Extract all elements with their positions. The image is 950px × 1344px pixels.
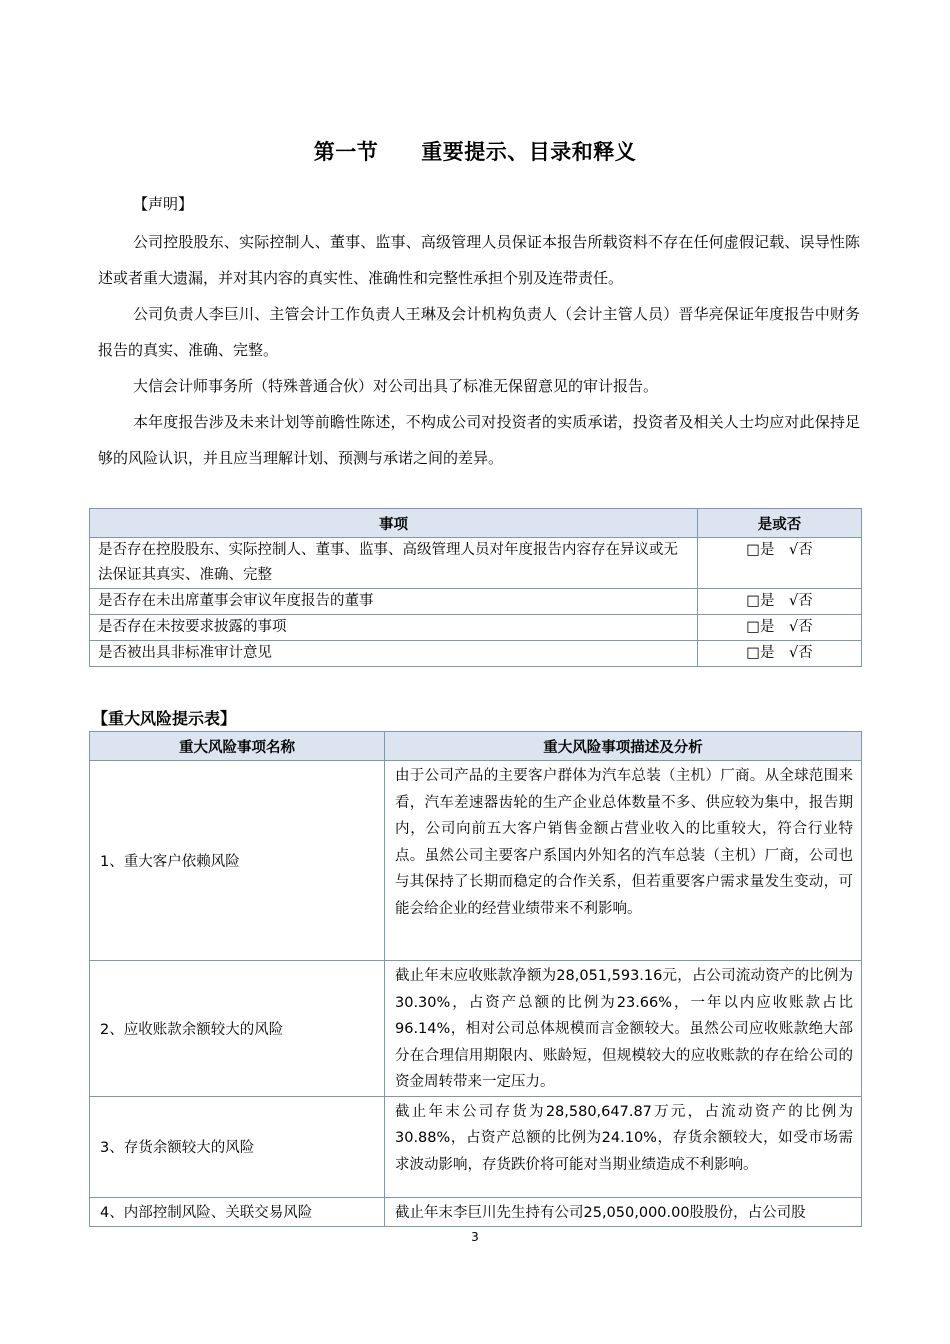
table-row [90,1197,862,1227]
risk-name: 4、内部控制风险、关联交易风险 [90,1197,385,1227]
table-row [90,641,862,667]
declaration-paragraph-1: 公司控股股东、实际控制人、董事、监事、高级管理人员保证本报告所载资料不存在任何虚假记载、误导性陈述或者重大遗漏，并对其内容的真实性、准确性和完整性承担个别及连带责任。 [98,233,860,287]
table-row [90,761,862,961]
row-item: 是否被出具非标准审计意见 [90,641,698,667]
declaration-paragraph-4: 本年度报告涉及未来计划等前瞻性陈述，不构成公司对投资者的实质承诺，投资者及相关人士均应对此保持足够的风险认识，并且应当理解计划、预测与承诺之间的差异。 [98,413,860,467]
header-yes-no: 是或否 [698,509,862,538]
row-item: 是否存在未出席董事会审议年度报告的董事 [90,589,698,615]
header-risk-desc: 重大风险事项描述及分析 [385,732,862,761]
risk-name: 3、存货余额较大的风险 [90,1096,385,1197]
table-row [90,1096,862,1197]
declaration-table-header [90,509,862,538]
risk-description: 由于公司产品的主要客户群体为汽车总装（主机）厂商。从全球范围来看，汽车差速器齿轮的生产企业总体数量不多、供应较为集中，报告期内，公司向前五大客户销售金额占营业收入的比重较大，符合行业特点。虽然公司主要客户系国内外知名的汽车总装（主机）厂商，公司也与其保持了长期而稳定的合作关系，但若重要客户需求量发生变动，可能会给企业的经营业绩带来不利影响。 [385,761,862,961]
row-answer: □是 √否 [698,615,862,641]
risk-description: 截止年末李巨川先生持有公司25,050,000.00股股份，占公司股 [385,1197,862,1227]
risk-name: 2、应收账款余额较大的风险 [90,961,385,1097]
risk-table-header [90,732,862,761]
row-item: 是否存在控股股东、实际控制人、董事、监事、高级管理人员对年度报告内容存在异议或无法保证其真实、准确、完整 [90,538,698,589]
page-title: 第一节 重要提示、目录和释义 [313,140,637,164]
header-risk-name: 重大风险事项名称 [90,732,385,761]
table-row [90,538,862,589]
row-answer: □是 √否 [698,641,862,667]
table-row [90,615,862,641]
row-answer: □是 √否 [698,538,862,589]
risk-name: 1、重大客户依赖风险 [90,761,385,961]
header-item: 事项 [90,509,698,538]
table-row [90,589,862,615]
declaration-paragraph-2: 公司负责人李巨川、主管会计工作负责人王琳及会计机构负责人（会计主管人员）晋华亮保证年度报告中财务报告的真实、准确、完整。 [98,305,860,359]
page-number: 3 [471,1230,479,1244]
row-item: 是否存在未按要求披露的事项 [90,615,698,641]
declaration-paragraph-3: 大信会计师事务所（特殊普通合伙）对公司出具了标准无保留意见的审计报告。 [133,377,659,395]
declaration-table [89,508,862,667]
risk-description: 截止年末公司存货为28,580,647.87万元，占流动资产的比例为30.88%，占资产总额的比例为24.10%，存货余额较大，如受市场需求波动影响，存货跌价将可能对当期业绩造成不利影响。 [385,1096,862,1197]
risk-description: 截止年末应收账款净额为28,051,593.16元，占公司流动资产的比例为30.30%，占资产总额的比例为23.66%，一年以内应收账款占比96.14%，相对公司总体规模而言金额较大。虽然公司应收账款绝大部分在合理信用期限内、账龄短，但规模较大的应收账款的存在给公司的资金周转带来一定压力。 [385,961,862,1097]
row-answer: □是 √否 [698,589,862,615]
table-row [90,961,862,1097]
risk-table-title: 【重大风险提示表】 [92,709,237,728]
risk-table [89,731,862,1227]
declaration-label: 【声明】 [133,195,194,213]
